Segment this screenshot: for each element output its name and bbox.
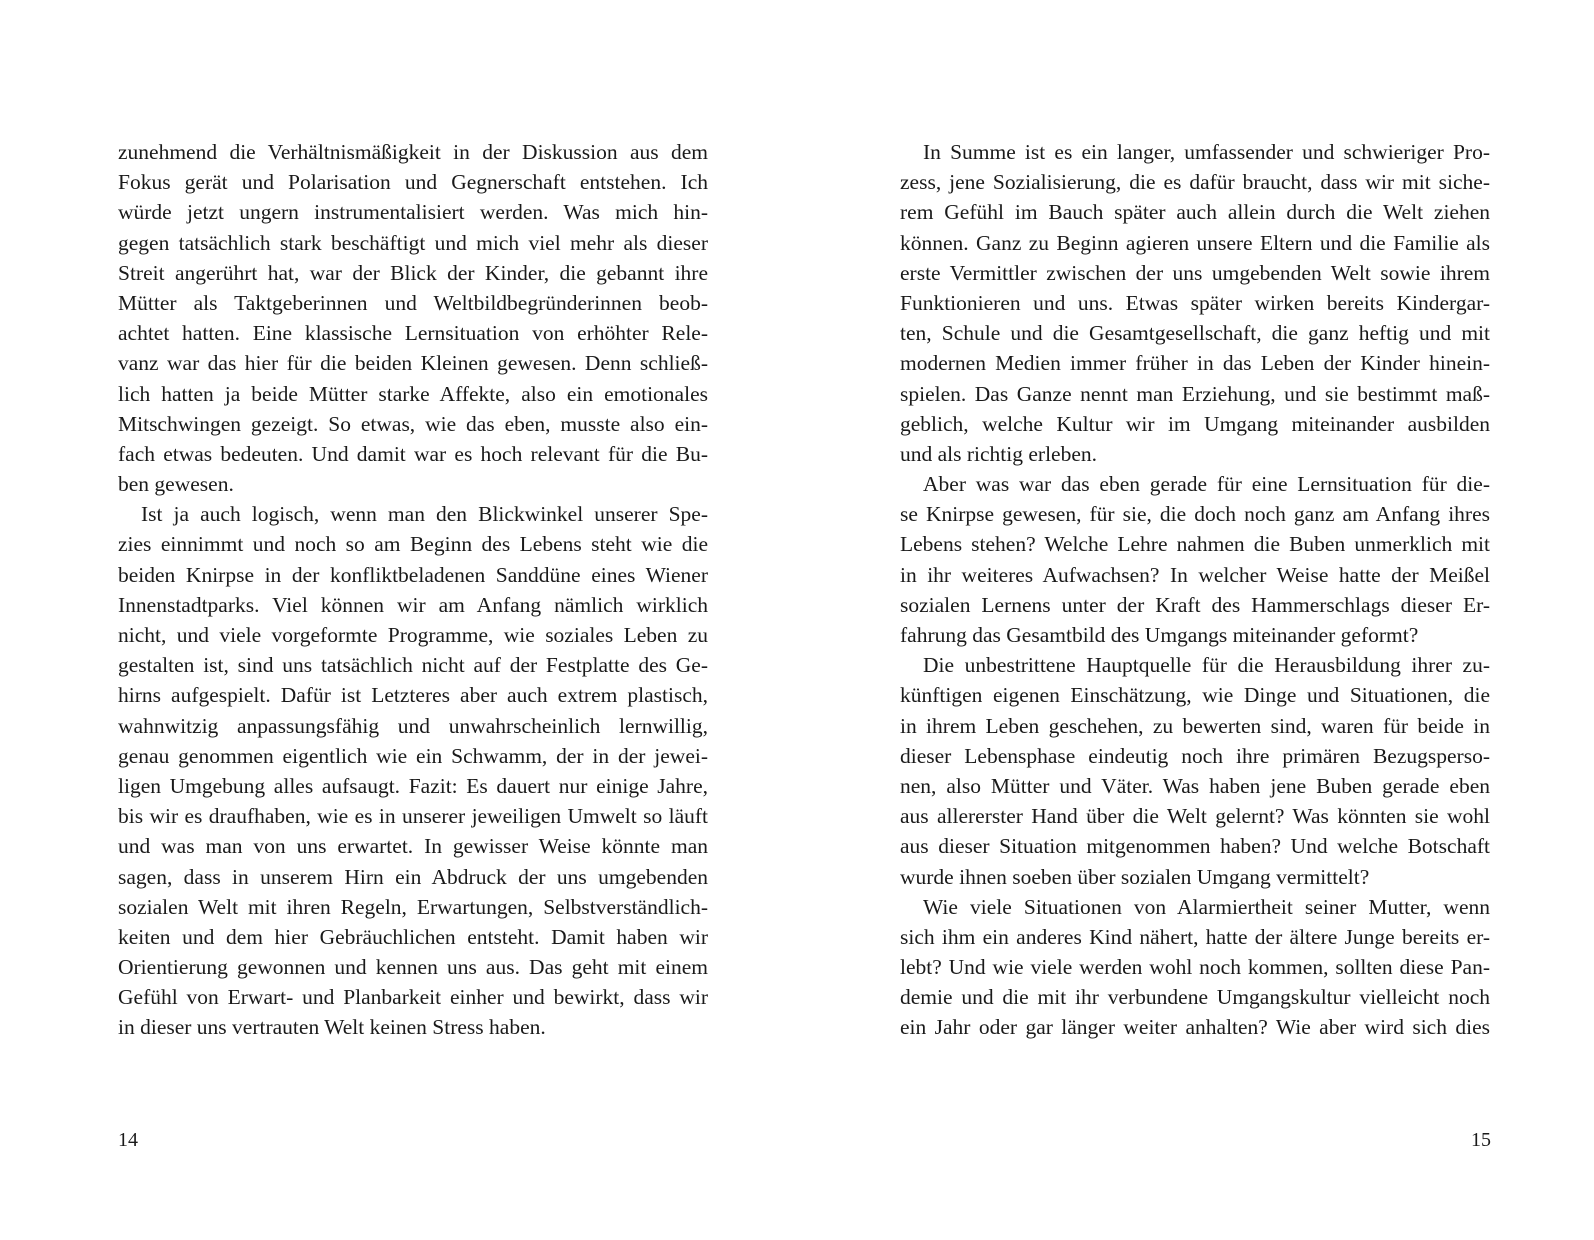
text-line: modernen Medien immer früher in das Leben der Kinder hinein- xyxy=(900,351,1490,376)
text-line: Aber was war das eben gerade für eine Lernsituation für die- xyxy=(923,472,1490,497)
text-line: sich ihm ein anderes Kind nähert, hatte der ältere Junge bereits er- xyxy=(900,924,1490,949)
text-line: fahrung das Gesamtbild des Umgangs miteinander geformt? xyxy=(900,623,1419,647)
text-line: in ihrem Leben geschehen, zu bewerten sind, waren für beide in xyxy=(900,713,1490,738)
text-line: zies einnimmt und noch so am Beginn des Lebens steht wie die xyxy=(118,532,708,557)
text-line: Streit angerührt hat, war der Blick der Kinder, die gebannt ihre xyxy=(118,260,708,285)
text-line: sozialen Welt mit ihren Regeln, Erwartungen, Selbstverständlich- xyxy=(118,894,708,919)
right-page xyxy=(797,0,1594,1240)
text-line: In Summe ist es ein langer, umfassender und schwieriger Pro- xyxy=(923,140,1490,164)
text-line: Orientierung gewonnen und kennen uns aus. Das geht mit einem xyxy=(118,955,708,980)
text-line: zess, jene Sozialisierung, die es dafür braucht, dass wir mit siche- xyxy=(900,170,1490,195)
text-line: und als richtig erleben. xyxy=(900,441,1098,466)
text-line: beiden Knirpse in der konfliktbeladenen Sanddüne eines Wiener xyxy=(118,562,708,587)
text-line: erste Vermittler zwischen der uns umgebenden Welt sowie ihrem xyxy=(900,260,1490,285)
text-line: Funktionieren und uns. Etwas später wirken bereits Kindergar- xyxy=(900,290,1490,315)
right-page-text xyxy=(900,137,1490,1043)
text-line: lich hatten ja beide Mütter starke Affekte, also ein emotionales xyxy=(118,381,708,406)
text-line: aus dieser Situation mitgenommen haben? Und welche Botschaft xyxy=(900,834,1490,859)
text-line: in dieser uns vertrauten Welt keinen Stress haben. xyxy=(118,1015,546,1040)
text-line: geblich, welche Kultur wir im Umgang miteinander ausbilden xyxy=(900,411,1490,436)
text-line: se Knirpse gewesen, für sie, die doch noch ganz am Anfang ihres xyxy=(900,502,1490,527)
text-line: spielen. Das Ganze nennt man Erziehung, und sie bestimmt maß- xyxy=(900,381,1490,406)
text-line: bis wir es draufhaben, wie es in unserer jeweiligen Umwelt so läuft xyxy=(118,804,708,829)
text-line: demie und die mit ihr verbundene Umgangskultur vielleicht noch xyxy=(900,985,1490,1010)
text-line: ben gewesen. xyxy=(118,472,234,497)
text-line: nen, also Mütter und Väter. Was haben jene Buben gerade eben xyxy=(900,773,1490,798)
text-line: und was man von uns erwartet. In gewisser Weise könnte man xyxy=(118,834,708,859)
text-line: lebt? Und wie viele werden wohl noch kommen, sollten diese Pan- xyxy=(900,955,1490,980)
text-line: dieser Lebensphase eindeutig noch ihre primären Bezugsperso- xyxy=(900,743,1490,768)
text-line: aus allererster Hand über die Welt gelernt? Was könnten sie wohl xyxy=(900,804,1490,829)
text-line: wahnwitzig anpassungsfähig und unwahrscheinlich lernwillig, xyxy=(118,713,708,738)
text-line: ligen Umgebung alles aufsaugt. Fazit: Es dauert nur einige Jahre, xyxy=(118,773,708,798)
text-line: würde jetzt ungern instrumentalisiert werden. Was mich hin- xyxy=(118,200,708,225)
text-line: gegen tatsächlich stark beschäftigt und mich viel mehr als dieser xyxy=(118,230,708,255)
text-line: Die unbestrittene Hauptquelle für die Herausbildung ihrer zu- xyxy=(923,653,1490,678)
text-line: sagen, dass in unserem Hirn ein Abdruck der uns umgebenden xyxy=(118,864,708,889)
text-line: Mütter als Taktgeberinnen und Weltbildbegründerinnen beob- xyxy=(118,290,708,315)
text-line: achtet hatten. Eine klassische Lernsituation von erhöhter Rele- xyxy=(118,321,708,346)
text-line: gestalten ist, sind uns tatsächlich nicht auf der Festplatte des Ge- xyxy=(118,653,708,678)
text-line: Gefühl von Erwart- und Planbarkeit einher und bewirkt, dass wir xyxy=(118,985,708,1010)
left-page-text xyxy=(118,137,708,1043)
text-line: wurde ihnen soeben über sozialen Umgang vermittelt? xyxy=(900,864,1370,889)
text-line: ten, Schule und die Gesamtgesellschaft, die ganz heftig und mit xyxy=(900,321,1490,346)
text-line: können. Ganz zu Beginn agieren unsere Eltern und die Familie als xyxy=(900,230,1490,255)
text-line: zunehmend die Verhältnismäßigkeit in der Diskussion aus dem xyxy=(118,140,708,164)
text-line: genau genommen eigentlich wie ein Schwamm, der in der jewei- xyxy=(118,743,708,768)
page-number-right: 15 xyxy=(1471,1129,1491,1151)
text-line: sozialen Lernens unter der Kraft des Hammerschlags dieser Er- xyxy=(900,592,1490,617)
text-line: Fokus gerät und Polarisation und Gegnerschaft entstehen. Ich xyxy=(118,170,708,195)
text-line: rem Gefühl im Bauch später auch allein durch die Welt ziehen xyxy=(900,200,1490,225)
text-line: nicht, und viele vorgeformte Programme, wie soziales Leben zu xyxy=(118,623,708,647)
text-line: Innenstadtparks. Viel können wir am Anfang nämlich wirklich xyxy=(118,592,708,617)
text-line: hirns aufgespielt. Dafür ist Letzteres aber auch extrem plastisch, xyxy=(118,683,708,708)
text-line: Mitschwingen gezeigt. So etwas, wie das eben, musste also ein- xyxy=(118,411,708,436)
text-line: fach etwas bedeuten. Und damit war es hoch relevant für die Bu- xyxy=(118,441,708,466)
page-number-left: 14 xyxy=(118,1129,138,1151)
text-line: Wie viele Situationen von Alarmiertheit seiner Mutter, wenn xyxy=(923,894,1490,919)
text-line: Ist ja auch logisch, wenn man den Blickwinkel unserer Spe- xyxy=(141,502,708,527)
text-line: Lebens stehen? Welche Lehre nahmen die Buben unmerklich mit xyxy=(900,532,1490,557)
text-line: keiten und dem hier Gebräuchlichen entsteht. Damit haben wir xyxy=(118,924,708,949)
text-line: künftigen eigenen Einschätzung, wie Dinge und Situationen, die xyxy=(900,683,1490,708)
text-line: in ihr weiteres Aufwachsen? In welcher Weise hatte der Meißel xyxy=(900,562,1490,587)
text-line: ein Jahr oder gar länger weiter anhalten? Wie aber wird sich dies xyxy=(900,1015,1490,1040)
text-line: vanz war das hier für die beiden Kleinen gewesen. Denn schließ- xyxy=(118,351,708,376)
